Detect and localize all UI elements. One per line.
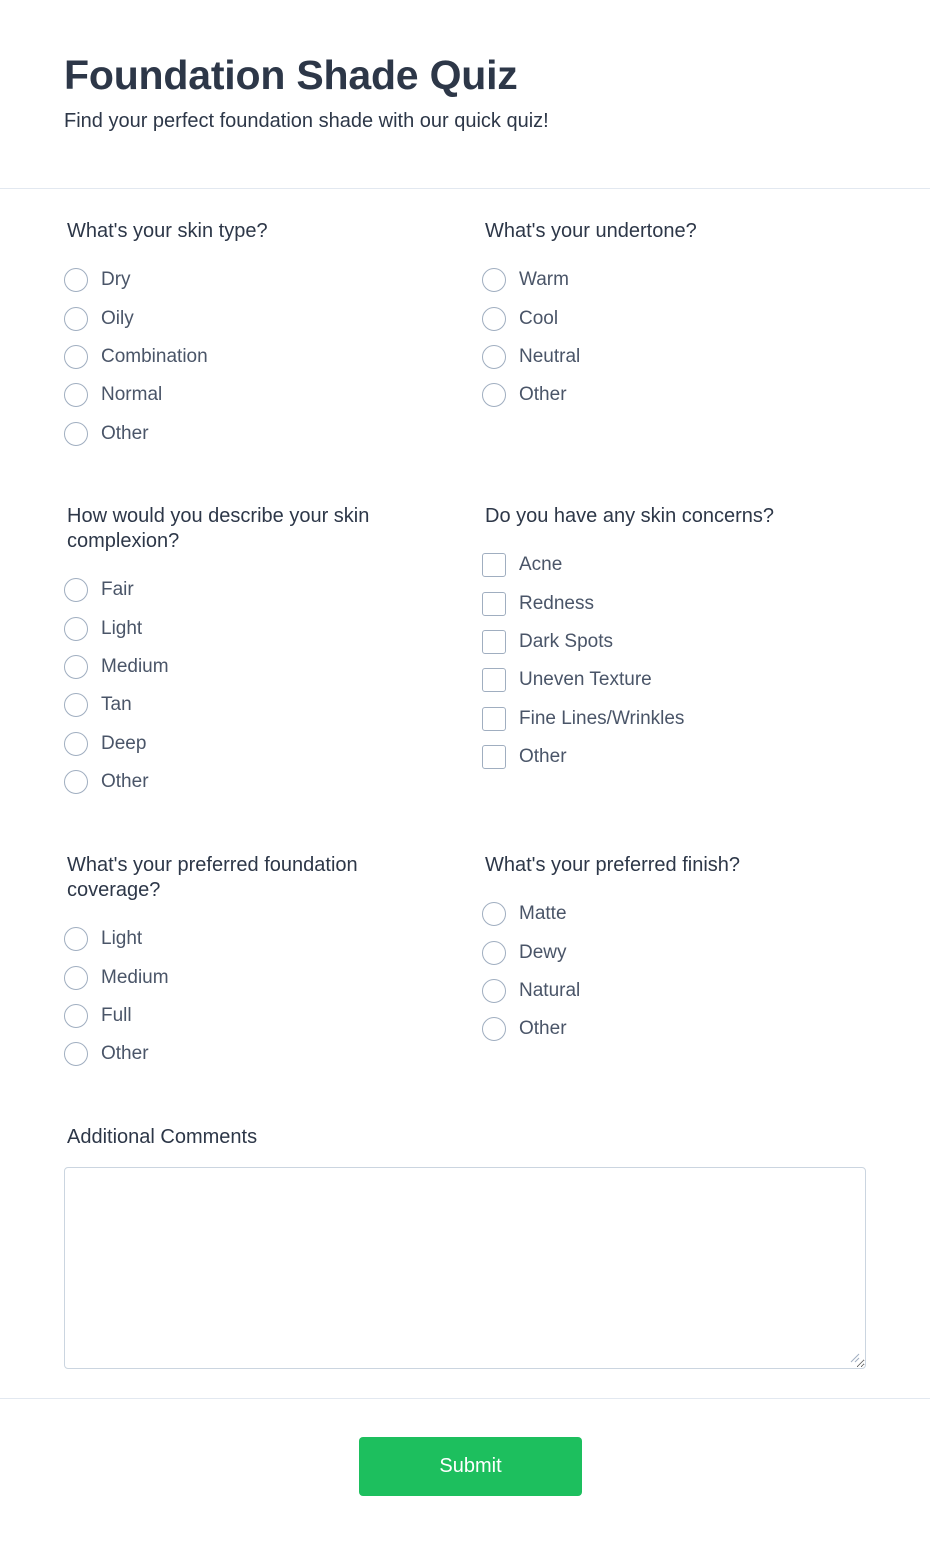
option-label: Acne: [519, 554, 563, 576]
option-uneven-texture[interactable]: [482, 661, 842, 699]
option-label: Neutral: [519, 345, 581, 367]
radio-button[interactable]: [64, 693, 88, 717]
option-label: Dewy: [519, 941, 567, 963]
radio-button[interactable]: [482, 345, 506, 369]
option-label: Combination: [101, 345, 208, 367]
option-label: Warm: [519, 269, 569, 291]
radio-button[interactable]: [482, 307, 506, 331]
option-combination[interactable]: [64, 338, 424, 376]
option-light[interactable]: [64, 920, 414, 958]
option-label: Matte: [519, 903, 567, 925]
footer-divider: [0, 1398, 930, 1399]
option-cool[interactable]: [482, 299, 842, 337]
question-label: Do you have any skin concerns?: [485, 505, 775, 527]
resize-grip-icon[interactable]: [848, 1351, 860, 1363]
option-label: Other: [101, 1043, 149, 1065]
radio-button[interactable]: [64, 1004, 88, 1028]
option-other[interactable]: [482, 1010, 842, 1048]
checkbox[interactable]: [482, 745, 506, 769]
option-label: Other: [519, 384, 567, 406]
option-dry[interactable]: [64, 261, 424, 299]
comments-textarea[interactable]: [64, 1167, 866, 1369]
option-normal[interactable]: [64, 376, 424, 414]
question-complexion: [64, 504, 414, 801]
checkbox[interactable]: [482, 592, 506, 616]
question-skin-concerns: [482, 504, 842, 776]
option-label: Other: [519, 746, 567, 768]
option-label: Cool: [519, 307, 559, 329]
page-title: Foundation Shade Quiz: [64, 52, 518, 98]
option-other[interactable]: [64, 415, 424, 453]
option-medium[interactable]: [64, 648, 414, 686]
option-redness[interactable]: [482, 584, 842, 622]
option-label: Light: [101, 617, 143, 639]
radio-button[interactable]: [64, 422, 88, 446]
option-dewy[interactable]: [482, 933, 842, 971]
radio-button[interactable]: [64, 732, 88, 756]
question-label: What's your preferred foundation coverage?: [67, 854, 358, 901]
option-light[interactable]: [64, 609, 414, 647]
option-label: Dark Spots: [519, 630, 613, 652]
radio-button[interactable]: [64, 383, 88, 407]
radio-button[interactable]: [64, 770, 88, 794]
submit-button[interactable]: Submit: [359, 1437, 582, 1496]
option-label: Uneven Texture: [519, 669, 652, 691]
radio-button[interactable]: [64, 268, 88, 292]
question-finish: [482, 853, 842, 1049]
option-label: Fair: [101, 579, 134, 601]
option-label: Fine Lines/Wrinkles: [519, 707, 685, 729]
checkbox[interactable]: [482, 630, 506, 654]
radio-button[interactable]: [64, 345, 88, 369]
question-coverage: [64, 853, 414, 1074]
radio-button[interactable]: [482, 268, 506, 292]
option-other[interactable]: [482, 376, 842, 414]
option-label: Dry: [101, 269, 131, 291]
question-skin-type: [64, 219, 424, 453]
radio-button[interactable]: [64, 617, 88, 641]
option-label: Other: [101, 422, 149, 444]
radio-button[interactable]: [64, 307, 88, 331]
option-other[interactable]: [64, 1035, 414, 1073]
radio-button[interactable]: [482, 979, 506, 1003]
radio-button[interactable]: [482, 902, 506, 926]
page-subtitle: Find your perfect foundation shade with our quick quiz!: [64, 110, 549, 132]
radio-button[interactable]: [64, 966, 88, 990]
option-label: Natural: [519, 979, 581, 1001]
question-label: How would you describe your skin complexion?: [67, 505, 370, 552]
option-label: Medium: [101, 655, 169, 677]
radio-button[interactable]: [64, 578, 88, 602]
option-tan[interactable]: [64, 686, 414, 724]
option-label: Normal: [101, 384, 163, 406]
option-label: Tan: [101, 694, 132, 716]
radio-button[interactable]: [482, 941, 506, 965]
option-dark-spots[interactable]: [482, 623, 842, 661]
option-neutral[interactable]: [482, 338, 842, 376]
option-natural[interactable]: [482, 972, 842, 1010]
option-label: Oily: [101, 307, 134, 329]
radio-button[interactable]: [482, 383, 506, 407]
checkbox[interactable]: [482, 707, 506, 731]
option-label: Other: [519, 1018, 567, 1040]
option-label: Medium: [101, 966, 169, 988]
radio-button[interactable]: [64, 655, 88, 679]
question-undertone: [482, 219, 842, 415]
option-label: Redness: [519, 592, 594, 614]
question-label: What's your undertone?: [485, 220, 697, 242]
checkbox[interactable]: [482, 553, 506, 577]
option-label: Full: [101, 1004, 132, 1026]
option-deep[interactable]: [64, 725, 414, 763]
radio-button[interactable]: [64, 927, 88, 951]
option-other[interactable]: [482, 738, 842, 776]
option-warm[interactable]: [482, 261, 842, 299]
option-label: Light: [101, 928, 143, 950]
option-matte[interactable]: [482, 895, 842, 933]
option-medium[interactable]: [64, 958, 414, 996]
option-fair[interactable]: [64, 571, 414, 609]
question-label: What's your preferred finish?: [485, 854, 741, 876]
option-label: Deep: [101, 732, 147, 754]
radio-button[interactable]: [64, 1042, 88, 1066]
question-label: What's your skin type?: [67, 220, 268, 242]
option-full[interactable]: [64, 997, 414, 1035]
option-acne[interactable]: [482, 546, 842, 584]
option-other[interactable]: [64, 763, 414, 801]
radio-button[interactable]: [482, 1017, 506, 1041]
option-fine-lines[interactable]: [482, 700, 842, 738]
page-header: [0, 0, 930, 189]
option-oily[interactable]: [64, 299, 424, 337]
checkbox[interactable]: [482, 668, 506, 692]
comments-label: Additional Comments: [67, 1126, 258, 1148]
option-label: Other: [101, 771, 149, 793]
